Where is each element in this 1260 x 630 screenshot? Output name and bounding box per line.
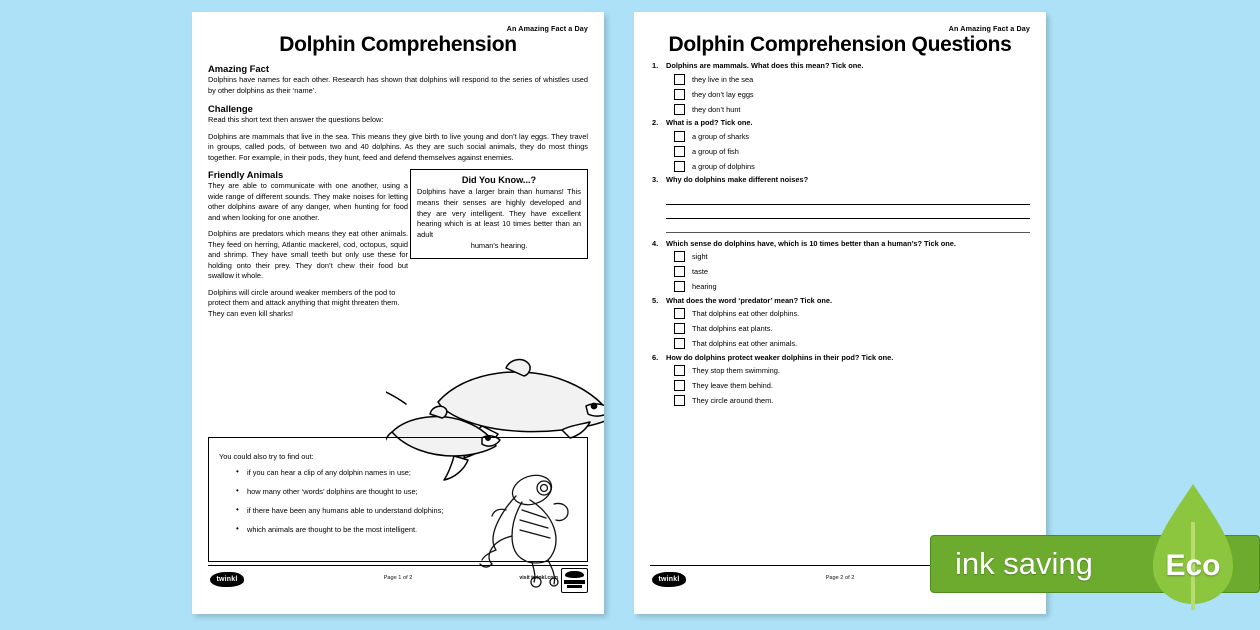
option-label: They stop them swimming.	[692, 366, 780, 376]
checkbox-icon[interactable]	[674, 395, 685, 406]
question-number: 2.	[652, 118, 659, 128]
option-row[interactable]	[674, 280, 1030, 294]
page-2-content	[650, 24, 1030, 604]
option-list	[674, 250, 1030, 294]
find-out-list	[219, 468, 577, 534]
checkbox-icon[interactable]	[674, 89, 685, 100]
page-1-footer	[208, 565, 588, 600]
question-number: 3.	[652, 175, 659, 185]
eco-label: Eco	[1165, 549, 1221, 582]
option-row[interactable]	[674, 129, 1030, 143]
option-label: That dolphins eat plants.	[692, 324, 773, 334]
question-text	[650, 353, 1030, 363]
answer-line[interactable]	[666, 191, 1030, 205]
checkbox-icon[interactable]	[674, 146, 685, 157]
question-3	[650, 175, 1030, 233]
section-paragraph: Dolphins are mammals that live in the sea. This means they give birth to live young and don’t lay eggs. They travel in groups, called pods, of between two and 40 dolphins. As they are such social animals, they do most things together. For example, in their pods, they hunt, feed and defend themselves against enemies.	[208, 131, 588, 162]
option-label: they don’t hunt	[692, 104, 741, 114]
answer-line[interactable]	[666, 219, 1030, 233]
section-paragraph: Dolphins are predators which means they eat other animals. They feed on herring, Atlantic mackerel, cod, octopus, squid and shrimp. They have small teeth but only use these for holding onto their prey. They don’t chew their food but swallow it whole.	[208, 229, 408, 281]
twinkl-badge-icon	[561, 568, 588, 593]
option-label: a group of fish	[692, 146, 739, 156]
did-you-know-title: Did You Know...?	[461, 175, 537, 186]
option-label: hearing	[692, 282, 717, 292]
checkbox-icon[interactable]	[674, 74, 685, 85]
question-label: What does the word ‘predator’ mean? Tick one.	[666, 295, 833, 305]
option-row[interactable]	[674, 364, 1030, 378]
page-number: Page 2 of 2	[825, 575, 855, 581]
option-label: a group of dolphins	[692, 161, 755, 171]
option-label: taste	[692, 267, 709, 277]
section-amazing-fact	[208, 63, 588, 96]
question-text	[650, 175, 1030, 185]
section-heading: Friendly Animals	[208, 169, 284, 181]
option-row[interactable]	[674, 337, 1030, 351]
option-list	[674, 307, 1030, 351]
question-label: Why do dolphins make different noises?	[666, 175, 809, 185]
find-out-item: • how many other ‘words’ dolphins are thought to use;	[247, 487, 577, 496]
checkbox-icon[interactable]	[674, 281, 685, 292]
answer-line[interactable]	[666, 205, 1030, 219]
page-2-title: Dolphin Comprehension Questions	[668, 33, 1012, 56]
checkbox-icon[interactable]	[674, 323, 685, 334]
option-list	[674, 72, 1030, 116]
question-1	[650, 61, 1030, 116]
option-row[interactable]	[674, 379, 1030, 393]
visit-url: visit twinkl.com	[519, 575, 558, 581]
find-out-item: • if you can hear a clip of any dolphin names in use;	[247, 468, 577, 477]
option-row[interactable]	[674, 72, 1030, 86]
checkbox-icon[interactable]	[674, 365, 685, 376]
page-1-content	[208, 24, 588, 604]
section-paragraph: Dolphins will circle around weaker members of the pod to protect them and attack anything that might threaten them. They can even kill sharks!	[208, 287, 400, 318]
leaf-icon	[1147, 480, 1239, 610]
option-label: That dolphins eat other animals.	[692, 339, 798, 349]
question-label: How do dolphins protect weaker dolphins in their pod? Tick one.	[666, 352, 894, 362]
twinkl-logo: twinkl	[652, 572, 686, 587]
option-label: They leave them behind.	[692, 381, 773, 391]
question-6	[650, 353, 1030, 408]
page-2-kicker: An Amazing Fact a Day	[948, 24, 1030, 33]
section-paragraph: Dolphins have names for each other. Research has shown that dolphins will respond to the series of whistles used by other dolphins as their ‘name’.	[208, 75, 588, 95]
option-label: they live in the sea	[692, 74, 754, 84]
did-you-know-box	[410, 169, 588, 258]
worksheet-page-1[interactable]	[192, 12, 604, 614]
twinkl-logo: twinkl	[210, 572, 244, 587]
checkbox-icon[interactable]	[674, 338, 685, 349]
worksheet-page-2[interactable]	[634, 12, 1046, 614]
section-paragraph: They are able to communicate with one another, using a wide range of different sounds. They make noises for letting other dolphins aware of any danger, when hunting for food and when looking for one another.	[208, 181, 408, 222]
find-out-box	[208, 437, 588, 562]
checkbox-icon[interactable]	[674, 161, 685, 172]
option-row[interactable]	[674, 144, 1030, 158]
did-you-know-text-last: human’s hearing.	[470, 240, 528, 250]
question-number: 1.	[652, 61, 659, 71]
option-label: a group of sharks	[692, 131, 750, 141]
option-label: they don’t lay eggs	[692, 89, 754, 99]
option-list	[674, 364, 1030, 408]
question-number: 6.	[652, 352, 659, 362]
option-row[interactable]	[674, 322, 1030, 336]
question-text	[650, 296, 1030, 306]
option-row[interactable]	[674, 102, 1030, 116]
page-1-title: Dolphin Comprehension	[279, 33, 517, 56]
option-row[interactable]	[674, 250, 1030, 264]
question-text	[650, 239, 1030, 249]
find-out-item: • which animals are thought to be the most intelligent.	[247, 525, 577, 534]
questions-list	[650, 61, 1030, 408]
answer-lines[interactable]	[666, 191, 1030, 233]
checkbox-icon[interactable]	[674, 380, 685, 391]
question-label: Which sense do dolphins have, which is 10 times better than a human’s? Tick one.	[666, 239, 956, 248]
page-number: Page 1 of 2	[383, 575, 413, 581]
option-row[interactable]	[674, 159, 1030, 173]
question-number: 4.	[652, 239, 659, 248]
option-row[interactable]	[674, 265, 1030, 279]
option-row[interactable]	[674, 87, 1030, 101]
question-5	[650, 296, 1030, 351]
section-challenge	[208, 103, 588, 163]
option-label: sight	[692, 252, 708, 262]
question-text	[650, 61, 1030, 71]
checkbox-icon[interactable]	[674, 266, 685, 277]
ink-saving-label: ink saving	[955, 546, 1093, 581]
section-heading: Amazing Fact	[208, 63, 269, 75]
checkbox-icon[interactable]	[674, 104, 685, 115]
question-number: 5.	[652, 295, 659, 305]
question-label: What is a pod? Tick one.	[666, 118, 753, 128]
friendly-animals-column	[208, 181, 408, 319]
find-out-lead: You could also try to find out:	[219, 452, 314, 461]
checkbox-icon[interactable]	[674, 308, 685, 319]
section-heading: Challenge	[208, 103, 253, 115]
find-out-item: • if there have been any humans able to understand dolphins;	[247, 506, 577, 515]
question-text	[650, 118, 1030, 128]
option-row[interactable]	[674, 394, 1030, 408]
checkbox-icon[interactable]	[674, 131, 685, 142]
question-4	[650, 239, 1030, 294]
option-label: They circle around them.	[692, 396, 774, 406]
section-friendly-animals	[208, 169, 588, 319]
option-label: That dolphins eat other dolphins.	[692, 309, 800, 319]
did-you-know-text: Dolphins have a larger brain than humans! This means their senses are highly developed and they are very intelligent. They have excellent hearing which is at least 10 times better than an adult	[417, 187, 581, 240]
checkbox-icon[interactable]	[674, 251, 685, 262]
question-2	[650, 118, 1030, 173]
option-row[interactable]	[674, 307, 1030, 321]
question-label: Dolphins are mammals. What does this mean? Tick one.	[666, 61, 864, 71]
page-1-kicker: An Amazing Fact a Day	[506, 24, 588, 33]
option-list	[674, 129, 1030, 173]
section-paragraph: Read this short text then answer the questions below:	[208, 115, 384, 125]
